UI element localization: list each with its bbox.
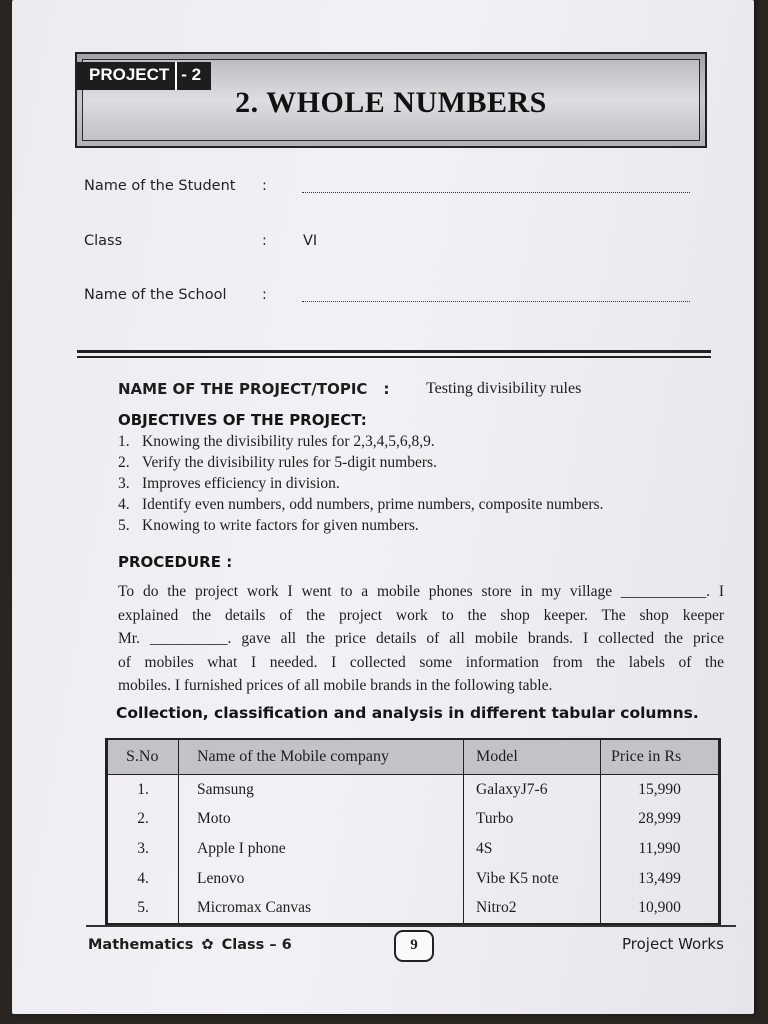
list-item xyxy=(118,475,728,496)
list-item xyxy=(118,454,728,475)
list-item xyxy=(118,496,728,517)
table-cell: 13,499 xyxy=(601,864,719,894)
footer-subject xyxy=(88,937,292,953)
footer-section: Project Works xyxy=(622,935,724,953)
table-cell: 15,990 xyxy=(601,775,719,805)
divider-thick xyxy=(77,350,711,353)
procedure-heading: PROCEDURE : xyxy=(118,553,233,571)
table-header-row xyxy=(108,740,719,775)
list-item xyxy=(118,433,728,454)
table-cell: Lenovo xyxy=(179,864,464,894)
divider-thin xyxy=(77,356,711,358)
field-colon: : xyxy=(262,178,267,194)
item-text: Identify even numbers, odd numbers, prime numbers, composite numbers. xyxy=(142,496,604,513)
field-label: Name of the Student xyxy=(84,178,236,194)
column-header: Price in Rs xyxy=(601,740,719,775)
table-cell: Samsung xyxy=(179,775,464,805)
item-number: 4. xyxy=(118,496,130,513)
project-label: PROJECT xyxy=(77,62,175,90)
item-text: Improves efficiency in division. xyxy=(142,475,340,492)
field-label: Name of the School xyxy=(84,287,227,303)
table-row xyxy=(108,834,719,864)
table-cell: 10,900 xyxy=(601,893,719,923)
class-value: VI xyxy=(303,233,318,249)
document-page xyxy=(12,0,754,1014)
column-header: Name of the Mobile company xyxy=(179,740,464,775)
table-cell: 3. xyxy=(108,834,179,864)
dotted-line xyxy=(302,301,690,302)
project-number: - 2 xyxy=(175,62,211,90)
table-cell: Moto xyxy=(179,805,464,835)
objectives-heading: OBJECTIVES OF THE PROJECT: xyxy=(118,411,367,429)
table-row xyxy=(108,864,719,894)
item-text: Knowing the divisibility rules for 2,3,4,5,6,8,9. xyxy=(142,433,435,450)
topic-colon: : xyxy=(383,380,390,398)
paragraph-line: mobiles. I furnished prices of all mobile brands in the following table. xyxy=(118,677,553,694)
item-text: Knowing to write factors for given numbers. xyxy=(142,517,419,534)
table-row xyxy=(108,805,719,835)
paragraph-line: explained the details of the project work to the shop keeper. The shop keeper xyxy=(118,606,724,624)
table-cell: Micromax Canvas xyxy=(179,893,464,923)
table-cell: 11,990 xyxy=(601,834,719,864)
table-cell: Vibe K5 note xyxy=(464,864,601,894)
table-cell: 28,999 xyxy=(601,805,719,835)
mobile-price-table xyxy=(105,738,721,925)
table-heading: Collection, classification and analysis in different tabular columns. xyxy=(116,704,699,722)
flower-icon: ✿ xyxy=(201,937,214,953)
topic-row xyxy=(118,380,582,399)
table-cell: 5. xyxy=(108,893,179,923)
dotted-line xyxy=(302,192,690,193)
objectives-list xyxy=(118,433,728,538)
table-row xyxy=(108,775,719,805)
paragraph-line: Mr. __________. gave all the price details of all mobile brands. I collected the price xyxy=(118,630,724,647)
item-number: 2. xyxy=(118,454,130,471)
class-label: Class – 6 xyxy=(221,937,292,953)
item-text: Verify the divisibility rules for 5-digit numbers. xyxy=(142,454,437,471)
column-header: S.No xyxy=(108,740,179,775)
list-item xyxy=(118,517,728,538)
paragraph-line: To do the project work I went to a mobile phones store in my village ___________. I xyxy=(118,583,724,600)
table-cell: GalaxyJ7-6 xyxy=(464,775,601,805)
table-cell: Nitro2 xyxy=(464,893,601,923)
item-number: 3. xyxy=(118,475,130,492)
page-number-badge: 9 xyxy=(394,930,434,962)
field-label: Class xyxy=(84,233,123,249)
field-colon: : xyxy=(262,233,267,249)
procedure-paragraph xyxy=(118,580,724,698)
item-number: 5. xyxy=(118,517,130,534)
table-cell: 1. xyxy=(108,775,179,805)
page-title: 2. WHOLE NUMBERS xyxy=(235,86,547,119)
table-cell: Apple I phone xyxy=(179,834,464,864)
column-header: Model xyxy=(464,740,601,775)
topic-value: Testing divisibility rules xyxy=(426,380,582,397)
table-cell: 4S xyxy=(464,834,601,864)
footer-divider xyxy=(86,925,736,927)
table-cell: 2. xyxy=(108,805,179,835)
subject-label: Mathematics xyxy=(88,937,194,953)
topic-label: NAME OF THE PROJECT/TOPIC xyxy=(118,380,368,398)
table-cell: 4. xyxy=(108,864,179,894)
paragraph-line: of mobiles what I needed. I collected some information from the labels of the xyxy=(118,653,724,671)
table-row xyxy=(108,893,719,923)
field-colon: : xyxy=(262,287,267,303)
table-cell: Turbo xyxy=(464,805,601,835)
item-number: 1. xyxy=(118,433,130,450)
